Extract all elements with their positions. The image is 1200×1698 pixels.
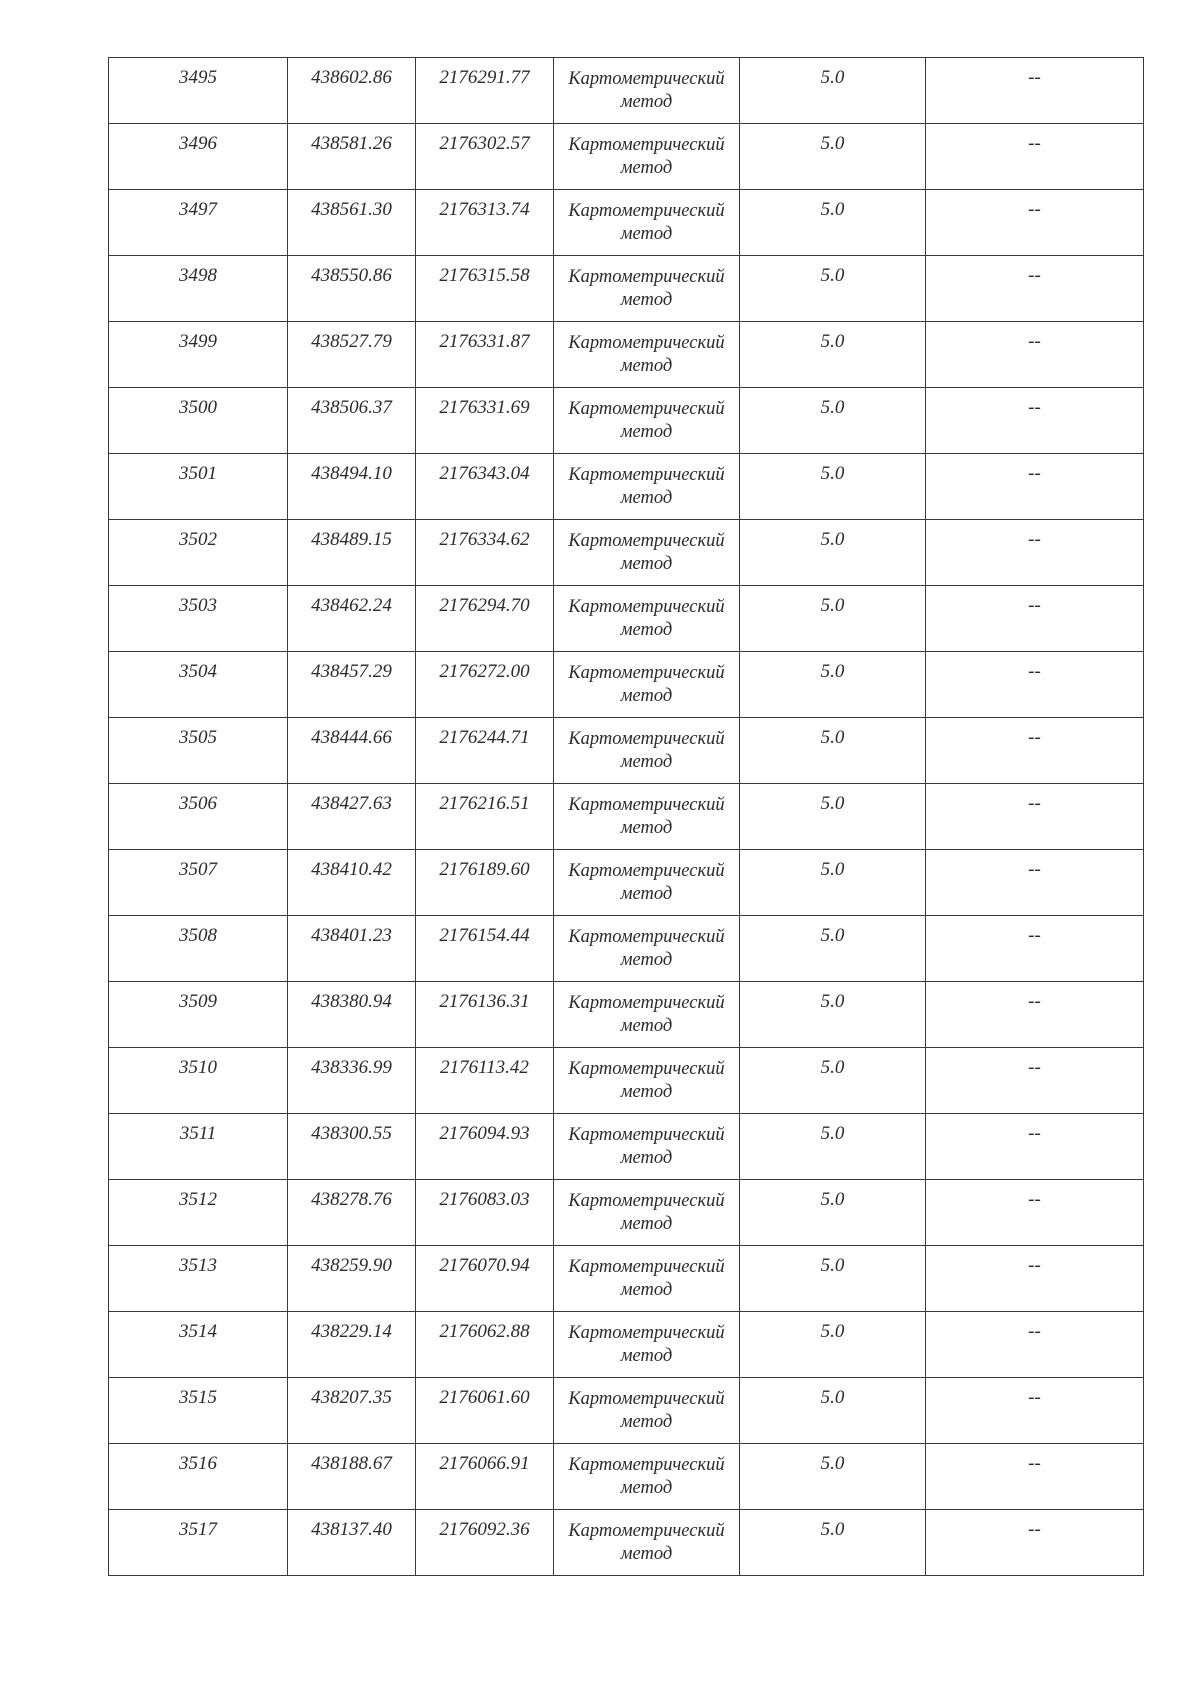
note-cell: -- bbox=[926, 520, 1144, 586]
table-row bbox=[109, 1048, 1144, 1114]
y-coordinate-cell: 2176315.58 bbox=[416, 256, 554, 322]
y-coordinate-cell: 2176092.36 bbox=[416, 1510, 554, 1576]
table-row bbox=[109, 1114, 1144, 1180]
accuracy-cell: 5.0 bbox=[740, 520, 926, 586]
point-number-cell: 3502 bbox=[109, 520, 288, 586]
table-row bbox=[109, 520, 1144, 586]
accuracy-cell: 5.0 bbox=[740, 454, 926, 520]
y-coordinate-cell: 2176189.60 bbox=[416, 850, 554, 916]
table-row bbox=[109, 1510, 1144, 1576]
accuracy-cell: 5.0 bbox=[740, 388, 926, 454]
y-coordinate-cell: 2176083.03 bbox=[416, 1180, 554, 1246]
note-cell: -- bbox=[926, 586, 1144, 652]
accuracy-cell: 5.0 bbox=[740, 124, 926, 190]
point-number-cell: 3508 bbox=[109, 916, 288, 982]
method-cell: Картометрический метод bbox=[554, 652, 740, 718]
method-cell: Картометрический метод bbox=[554, 718, 740, 784]
note-cell: -- bbox=[926, 1510, 1144, 1576]
note-cell: -- bbox=[926, 322, 1144, 388]
method-cell: Картометрический метод bbox=[554, 322, 740, 388]
accuracy-cell: 5.0 bbox=[740, 1114, 926, 1180]
accuracy-cell: 5.0 bbox=[740, 190, 926, 256]
note-cell: -- bbox=[926, 1180, 1144, 1246]
point-number-cell: 3517 bbox=[109, 1510, 288, 1576]
accuracy-cell: 5.0 bbox=[740, 718, 926, 784]
x-coordinate-cell: 438457.29 bbox=[288, 652, 416, 718]
x-coordinate-cell: 438602.86 bbox=[288, 58, 416, 124]
note-cell: -- bbox=[926, 1444, 1144, 1510]
method-cell: Картометрический метод bbox=[554, 190, 740, 256]
note-cell: -- bbox=[926, 58, 1144, 124]
y-coordinate-cell: 2176331.87 bbox=[416, 322, 554, 388]
table-row bbox=[109, 58, 1144, 124]
method-cell: Картометрический метод bbox=[554, 1048, 740, 1114]
point-number-cell: 3516 bbox=[109, 1444, 288, 1510]
x-coordinate-cell: 438462.24 bbox=[288, 586, 416, 652]
y-coordinate-cell: 2176291.77 bbox=[416, 58, 554, 124]
coordinates-table bbox=[108, 57, 1144, 1576]
accuracy-cell: 5.0 bbox=[740, 322, 926, 388]
table-row bbox=[109, 1180, 1144, 1246]
y-coordinate-cell: 2176061.60 bbox=[416, 1378, 554, 1444]
x-coordinate-cell: 438527.79 bbox=[288, 322, 416, 388]
table-row bbox=[109, 388, 1144, 454]
x-coordinate-cell: 438336.99 bbox=[288, 1048, 416, 1114]
accuracy-cell: 5.0 bbox=[740, 784, 926, 850]
point-number-cell: 3496 bbox=[109, 124, 288, 190]
method-cell: Картометрический метод bbox=[554, 1180, 740, 1246]
point-number-cell: 3512 bbox=[109, 1180, 288, 1246]
table-row bbox=[109, 256, 1144, 322]
point-number-cell: 3509 bbox=[109, 982, 288, 1048]
note-cell: -- bbox=[926, 1048, 1144, 1114]
note-cell: -- bbox=[926, 1246, 1144, 1312]
y-coordinate-cell: 2176066.91 bbox=[416, 1444, 554, 1510]
method-cell: Картометрический метод bbox=[554, 916, 740, 982]
table-row bbox=[109, 784, 1144, 850]
y-coordinate-cell: 2176070.94 bbox=[416, 1246, 554, 1312]
method-cell: Картометрический метод bbox=[554, 850, 740, 916]
y-coordinate-cell: 2176154.44 bbox=[416, 916, 554, 982]
point-number-cell: 3515 bbox=[109, 1378, 288, 1444]
y-coordinate-cell: 2176302.57 bbox=[416, 124, 554, 190]
y-coordinate-cell: 2176244.71 bbox=[416, 718, 554, 784]
table-row bbox=[109, 1444, 1144, 1510]
table-row bbox=[109, 190, 1144, 256]
point-number-cell: 3499 bbox=[109, 322, 288, 388]
x-coordinate-cell: 438550.86 bbox=[288, 256, 416, 322]
method-cell: Картометрический метод bbox=[554, 586, 740, 652]
note-cell: -- bbox=[926, 454, 1144, 520]
method-cell: Картометрический метод bbox=[554, 454, 740, 520]
note-cell: -- bbox=[926, 652, 1144, 718]
table-row bbox=[109, 850, 1144, 916]
y-coordinate-cell: 2176272.00 bbox=[416, 652, 554, 718]
x-coordinate-cell: 438137.40 bbox=[288, 1510, 416, 1576]
point-number-cell: 3504 bbox=[109, 652, 288, 718]
accuracy-cell: 5.0 bbox=[740, 982, 926, 1048]
note-cell: -- bbox=[926, 124, 1144, 190]
table-row bbox=[109, 454, 1144, 520]
method-cell: Картометрический метод bbox=[554, 1114, 740, 1180]
method-cell: Картометрический метод bbox=[554, 1312, 740, 1378]
method-cell: Картометрический метод bbox=[554, 520, 740, 586]
accuracy-cell: 5.0 bbox=[740, 58, 926, 124]
table-row bbox=[109, 1246, 1144, 1312]
accuracy-cell: 5.0 bbox=[740, 652, 926, 718]
method-cell: Картометрический метод bbox=[554, 256, 740, 322]
x-coordinate-cell: 438300.55 bbox=[288, 1114, 416, 1180]
method-cell: Картометрический метод bbox=[554, 124, 740, 190]
note-cell: -- bbox=[926, 190, 1144, 256]
point-number-cell: 3514 bbox=[109, 1312, 288, 1378]
point-number-cell: 3513 bbox=[109, 1246, 288, 1312]
x-coordinate-cell: 438489.15 bbox=[288, 520, 416, 586]
note-cell: -- bbox=[926, 256, 1144, 322]
x-coordinate-cell: 438581.26 bbox=[288, 124, 416, 190]
point-number-cell: 3500 bbox=[109, 388, 288, 454]
x-coordinate-cell: 438410.42 bbox=[288, 850, 416, 916]
accuracy-cell: 5.0 bbox=[740, 1048, 926, 1114]
method-cell: Картометрический метод bbox=[554, 1246, 740, 1312]
x-coordinate-cell: 438401.23 bbox=[288, 916, 416, 982]
x-coordinate-cell: 438561.30 bbox=[288, 190, 416, 256]
accuracy-cell: 5.0 bbox=[740, 1312, 926, 1378]
accuracy-cell: 5.0 bbox=[740, 916, 926, 982]
note-cell: -- bbox=[926, 1312, 1144, 1378]
accuracy-cell: 5.0 bbox=[740, 1246, 926, 1312]
note-cell: -- bbox=[926, 916, 1144, 982]
table-row bbox=[109, 322, 1144, 388]
point-number-cell: 3511 bbox=[109, 1114, 288, 1180]
note-cell: -- bbox=[926, 388, 1144, 454]
table-row bbox=[109, 916, 1144, 982]
point-number-cell: 3501 bbox=[109, 454, 288, 520]
x-coordinate-cell: 438188.67 bbox=[288, 1444, 416, 1510]
y-coordinate-cell: 2176094.93 bbox=[416, 1114, 554, 1180]
x-coordinate-cell: 438427.63 bbox=[288, 784, 416, 850]
x-coordinate-cell: 438494.10 bbox=[288, 454, 416, 520]
method-cell: Картометрический метод bbox=[554, 784, 740, 850]
table-row bbox=[109, 718, 1144, 784]
x-coordinate-cell: 438207.35 bbox=[288, 1378, 416, 1444]
y-coordinate-cell: 2176216.51 bbox=[416, 784, 554, 850]
table-row bbox=[109, 124, 1144, 190]
table-row bbox=[109, 982, 1144, 1048]
method-cell: Картометрический метод bbox=[554, 1378, 740, 1444]
accuracy-cell: 5.0 bbox=[740, 586, 926, 652]
x-coordinate-cell: 438506.37 bbox=[288, 388, 416, 454]
x-coordinate-cell: 438229.14 bbox=[288, 1312, 416, 1378]
accuracy-cell: 5.0 bbox=[740, 256, 926, 322]
method-cell: Картометрический метод bbox=[554, 1444, 740, 1510]
point-number-cell: 3510 bbox=[109, 1048, 288, 1114]
point-number-cell: 3497 bbox=[109, 190, 288, 256]
table-row bbox=[109, 1378, 1144, 1444]
method-cell: Картометрический метод bbox=[554, 1510, 740, 1576]
point-number-cell: 3506 bbox=[109, 784, 288, 850]
point-number-cell: 3505 bbox=[109, 718, 288, 784]
note-cell: -- bbox=[926, 784, 1144, 850]
table-row bbox=[109, 652, 1144, 718]
method-cell: Картометрический метод bbox=[554, 58, 740, 124]
x-coordinate-cell: 438278.76 bbox=[288, 1180, 416, 1246]
x-coordinate-cell: 438259.90 bbox=[288, 1246, 416, 1312]
note-cell: -- bbox=[926, 1378, 1144, 1444]
x-coordinate-cell: 438380.94 bbox=[288, 982, 416, 1048]
accuracy-cell: 5.0 bbox=[740, 1378, 926, 1444]
accuracy-cell: 5.0 bbox=[740, 1510, 926, 1576]
x-coordinate-cell: 438444.66 bbox=[288, 718, 416, 784]
point-number-cell: 3498 bbox=[109, 256, 288, 322]
accuracy-cell: 5.0 bbox=[740, 1180, 926, 1246]
y-coordinate-cell: 2176313.74 bbox=[416, 190, 554, 256]
method-cell: Картометрический метод bbox=[554, 982, 740, 1048]
point-number-cell: 3503 bbox=[109, 586, 288, 652]
table-row bbox=[109, 586, 1144, 652]
y-coordinate-cell: 2176136.31 bbox=[416, 982, 554, 1048]
accuracy-cell: 5.0 bbox=[740, 850, 926, 916]
y-coordinate-cell: 2176113.42 bbox=[416, 1048, 554, 1114]
point-number-cell: 3495 bbox=[109, 58, 288, 124]
note-cell: -- bbox=[926, 718, 1144, 784]
note-cell: -- bbox=[926, 850, 1144, 916]
y-coordinate-cell: 2176331.69 bbox=[416, 388, 554, 454]
accuracy-cell: 5.0 bbox=[740, 1444, 926, 1510]
y-coordinate-cell: 2176334.62 bbox=[416, 520, 554, 586]
point-number-cell: 3507 bbox=[109, 850, 288, 916]
note-cell: -- bbox=[926, 982, 1144, 1048]
coordinates-table-body bbox=[109, 58, 1144, 1576]
y-coordinate-cell: 2176343.04 bbox=[416, 454, 554, 520]
method-cell: Картометрический метод bbox=[554, 388, 740, 454]
table-row bbox=[109, 1312, 1144, 1378]
note-cell: -- bbox=[926, 1114, 1144, 1180]
y-coordinate-cell: 2176294.70 bbox=[416, 586, 554, 652]
y-coordinate-cell: 2176062.88 bbox=[416, 1312, 554, 1378]
